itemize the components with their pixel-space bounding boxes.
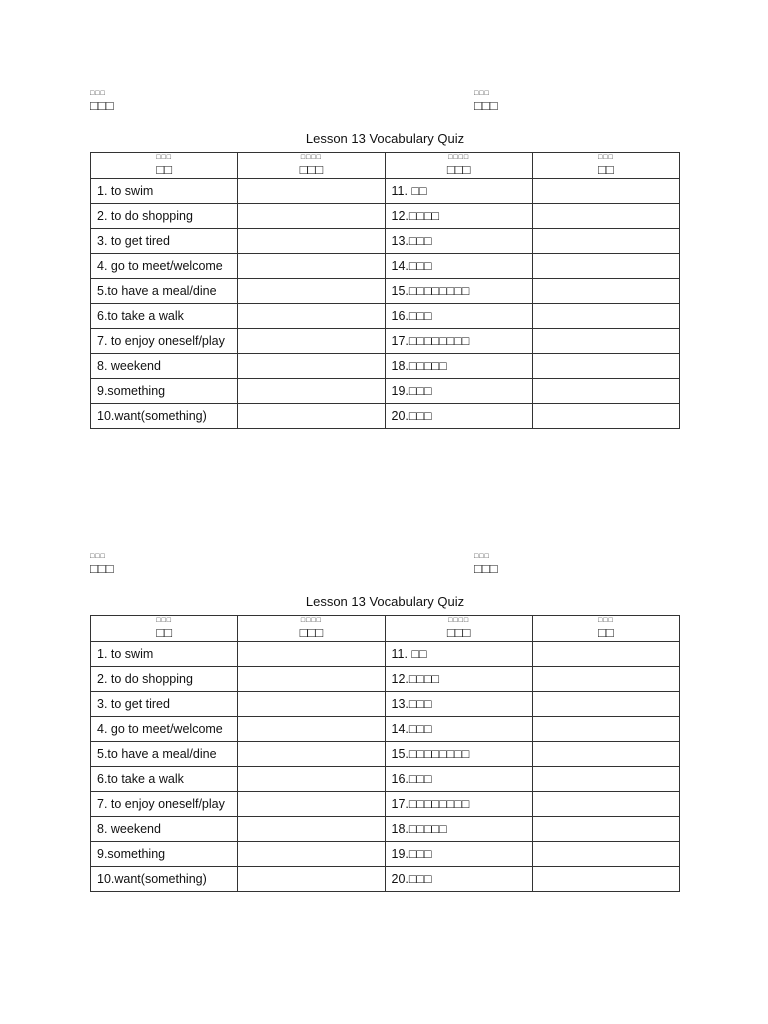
table-header-row	[91, 616, 680, 642]
english-prompt-cell: 6.to take a walk	[91, 304, 238, 329]
vocabulary-table	[90, 615, 680, 892]
column-header-label: □□□	[446, 162, 471, 177]
native-prompt-cell: 16.□□□	[385, 767, 532, 792]
answer-cell[interactable]	[532, 717, 679, 742]
table-row	[91, 179, 680, 204]
answer-cell[interactable]	[238, 329, 385, 354]
header-labels	[90, 90, 680, 118]
class-label	[474, 90, 498, 114]
answer-cell[interactable]	[238, 717, 385, 742]
table-row	[91, 717, 680, 742]
table-row	[91, 204, 680, 229]
column-header-label: □□	[156, 625, 172, 640]
english-prompt-cell: 7. to enjoy oneself/play	[91, 329, 238, 354]
answer-cell[interactable]	[238, 279, 385, 304]
table-row	[91, 379, 680, 404]
answer-cell[interactable]	[532, 229, 679, 254]
column-header-ruby: □□□□	[300, 154, 322, 161]
native-prompt-cell: 12.□□□□	[385, 667, 532, 692]
english-prompt-cell: 1. to swim	[91, 642, 238, 667]
answer-cell[interactable]	[238, 767, 385, 792]
table-row	[91, 842, 680, 867]
answer-cell[interactable]	[238, 179, 385, 204]
answer-cell[interactable]	[238, 692, 385, 717]
native-prompt-cell: 11. □□	[385, 642, 532, 667]
answer-cell[interactable]	[238, 354, 385, 379]
column-header	[91, 616, 238, 642]
quiz-title: Lesson 13 Vocabulary Quiz	[305, 594, 465, 609]
answer-cell[interactable]	[532, 254, 679, 279]
table-row	[91, 354, 680, 379]
column-header	[238, 153, 385, 179]
class-text: □□□	[474, 561, 498, 576]
english-prompt-cell: 10.want(something)	[91, 404, 238, 429]
answer-cell[interactable]	[532, 817, 679, 842]
table-row	[91, 642, 680, 667]
column-header	[238, 616, 385, 642]
native-prompt-cell: 19.□□□	[385, 842, 532, 867]
table-row	[91, 817, 680, 842]
answer-cell[interactable]	[238, 842, 385, 867]
vocabulary-table	[90, 152, 680, 429]
name-ruby: □□□	[90, 553, 106, 560]
answer-cell[interactable]	[238, 254, 385, 279]
column-header-ruby: □□□□	[300, 617, 322, 624]
answer-cell[interactable]	[532, 304, 679, 329]
class-label	[474, 553, 498, 577]
english-prompt-cell: 4. go to meet/welcome	[91, 717, 238, 742]
english-prompt-cell: 3. to get tired	[91, 692, 238, 717]
column-header-label: □□□	[299, 162, 324, 177]
answer-cell[interactable]	[238, 742, 385, 767]
answer-cell[interactable]	[532, 354, 679, 379]
column-header-label: □□□	[446, 625, 471, 640]
native-prompt-cell: 17.□□□□□□□□	[385, 329, 532, 354]
table-row	[91, 767, 680, 792]
english-prompt-cell: 3. to get tired	[91, 229, 238, 254]
english-prompt-cell: 5.to have a meal/dine	[91, 279, 238, 304]
quiz-sheet-1	[90, 90, 680, 429]
table-header-row	[91, 153, 680, 179]
english-prompt-cell: 2. to do shopping	[91, 204, 238, 229]
answer-cell[interactable]	[532, 792, 679, 817]
name-text: □□□	[90, 98, 114, 113]
column-header-ruby: □□□□	[448, 617, 470, 624]
column-header	[532, 616, 679, 642]
table-row	[91, 404, 680, 429]
quiz-title: Lesson 13 Vocabulary Quiz	[305, 131, 465, 146]
column-header	[91, 153, 238, 179]
answer-cell[interactable]	[532, 642, 679, 667]
answer-cell[interactable]	[238, 204, 385, 229]
column-header	[532, 153, 679, 179]
answer-cell[interactable]	[532, 404, 679, 429]
answer-cell[interactable]	[238, 379, 385, 404]
name-ruby: □□□	[90, 90, 106, 97]
header-labels	[90, 553, 680, 581]
table-row	[91, 867, 680, 892]
column-header-label: □□	[598, 625, 614, 640]
english-prompt-cell: 8. weekend	[91, 354, 238, 379]
answer-cell[interactable]	[238, 867, 385, 892]
answer-cell[interactable]	[238, 667, 385, 692]
column-header-ruby: □□□	[598, 154, 614, 161]
column-header	[385, 616, 532, 642]
table-row	[91, 742, 680, 767]
native-prompt-cell: 11. □□	[385, 179, 532, 204]
table-row	[91, 667, 680, 692]
native-prompt-cell: 20.□□□	[385, 867, 532, 892]
table-row	[91, 692, 680, 717]
english-prompt-cell: 6.to take a walk	[91, 767, 238, 792]
column-header-label: □□	[598, 162, 614, 177]
table-row	[91, 229, 680, 254]
name-text: □□□	[90, 561, 114, 576]
answer-cell[interactable]	[532, 279, 679, 304]
answer-cell[interactable]	[532, 867, 679, 892]
answer-cell[interactable]	[532, 179, 679, 204]
native-prompt-cell: 15.□□□□□□□□	[385, 742, 532, 767]
answer-cell[interactable]	[532, 742, 679, 767]
native-prompt-cell: 19.□□□	[385, 379, 532, 404]
english-prompt-cell: 4. go to meet/welcome	[91, 254, 238, 279]
answer-cell[interactable]	[532, 329, 679, 354]
english-prompt-cell: 1. to swim	[91, 179, 238, 204]
answer-cell[interactable]	[238, 792, 385, 817]
class-text: □□□	[474, 98, 498, 113]
english-prompt-cell: 5.to have a meal/dine	[91, 742, 238, 767]
column-header-label: □□□	[299, 625, 324, 640]
column-header	[385, 153, 532, 179]
column-header-label: □□	[156, 162, 172, 177]
answer-cell[interactable]	[532, 692, 679, 717]
answer-cell[interactable]	[238, 229, 385, 254]
answer-cell[interactable]	[532, 204, 679, 229]
answer-cell[interactable]	[238, 404, 385, 429]
answer-cell[interactable]	[532, 379, 679, 404]
table-row	[91, 254, 680, 279]
native-prompt-cell: 14.□□□	[385, 254, 532, 279]
native-prompt-cell: 16.□□□	[385, 304, 532, 329]
column-header-ruby: □□□	[156, 154, 172, 161]
name-label	[90, 553, 114, 577]
native-prompt-cell: 18.□□□□□	[385, 354, 532, 379]
english-prompt-cell: 10.want(something)	[91, 867, 238, 892]
answer-cell[interactable]	[238, 304, 385, 329]
column-header-ruby: □□□	[156, 617, 172, 624]
native-prompt-cell: 17.□□□□□□□□	[385, 792, 532, 817]
class-ruby: □□□	[474, 553, 490, 560]
native-prompt-cell: 13.□□□	[385, 692, 532, 717]
column-header-ruby: □□□□	[448, 154, 470, 161]
quiz-sheet-2	[90, 553, 680, 892]
table-row	[91, 329, 680, 354]
answer-cell[interactable]	[532, 667, 679, 692]
name-label	[90, 90, 114, 114]
native-prompt-cell: 12.□□□□	[385, 204, 532, 229]
english-prompt-cell: 9.something	[91, 842, 238, 867]
english-prompt-cell: 9.something	[91, 379, 238, 404]
table-row	[91, 279, 680, 304]
answer-cell[interactable]	[532, 842, 679, 867]
english-prompt-cell: 8. weekend	[91, 817, 238, 842]
native-prompt-cell: 13.□□□	[385, 229, 532, 254]
english-prompt-cell: 2. to do shopping	[91, 667, 238, 692]
native-prompt-cell: 20.□□□	[385, 404, 532, 429]
answer-cell[interactable]	[238, 817, 385, 842]
english-prompt-cell: 7. to enjoy oneself/play	[91, 792, 238, 817]
native-prompt-cell: 15.□□□□□□□□	[385, 279, 532, 304]
column-header-ruby: □□□	[598, 617, 614, 624]
answer-cell[interactable]	[238, 642, 385, 667]
native-prompt-cell: 18.□□□□□	[385, 817, 532, 842]
table-row	[91, 792, 680, 817]
table-row	[91, 304, 680, 329]
class-ruby: □□□	[474, 90, 490, 97]
answer-cell[interactable]	[532, 767, 679, 792]
native-prompt-cell: 14.□□□	[385, 717, 532, 742]
